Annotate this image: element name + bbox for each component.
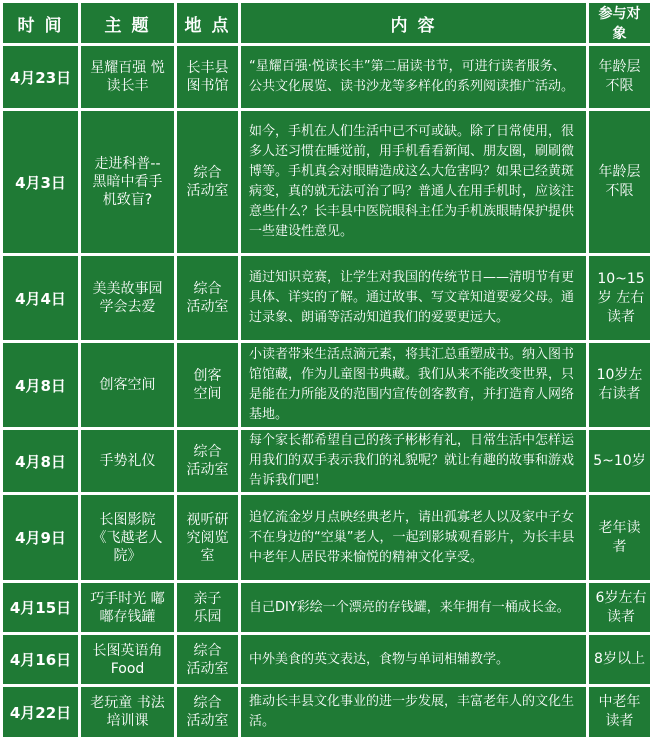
table-row — [2, 634, 650, 686]
audience-cell — [588, 342, 650, 429]
content-cell: 小读者带来生活点滴元素，将其汇总重塑成书。纳入图书馆馆藏，作为儿童图书典藏。我们从来不能改变世界，只是能在力所能及的范围内宣传创客教育，并打造育人网络基地。 — [240, 342, 588, 429]
place-text: 亲子 乐园 — [185, 590, 230, 626]
audience-text: 中老年 读者 — [597, 693, 642, 731]
content-cell: 推动长丰县文化事业的进一步发展，丰富老年人的文化生活。 — [240, 686, 588, 739]
table-row — [2, 582, 650, 634]
theme-cell — [80, 582, 176, 634]
place-cell — [176, 110, 240, 255]
audience-cell — [588, 255, 650, 342]
theme-cell — [80, 45, 176, 110]
theme-cell: 创客空间 — [80, 342, 176, 429]
content-cell: 每个家长都希望自己的孩子彬彬有礼，日常生活中怎样运用我们的双手表示我们的礼貌呢？就让有趣的故事和游戏告诉我们吧！ — [240, 429, 588, 494]
theme-text: 走进科普--黑暗中看手机致盲? — [88, 155, 168, 209]
place-text: 综合 活动室 — [185, 280, 230, 316]
theme-cell — [80, 634, 176, 686]
theme-text: 巧手时光 嘟嘟存钱罐 — [89, 590, 167, 626]
audience-cell — [588, 45, 650, 110]
audience-text: 年龄层 不限 — [597, 163, 642, 201]
table-row — [2, 255, 650, 342]
audience-cell: 老年读者 — [588, 494, 650, 582]
audience-text: 10岁左 右读者 — [594, 366, 646, 404]
table-row — [2, 429, 650, 494]
place-text: 综合 活动室 — [185, 443, 230, 479]
content-cell: 通过知识竞赛，让学生对我国的传统节日——清明节有更具体、详实的了解。通过故事、写文章知道要爱父母。通过录象、朗诵等活动知道我们的爱要更远大。 — [240, 255, 588, 342]
time-cell: 4月8日 — [2, 429, 80, 494]
header-content: 内 容 — [240, 2, 588, 45]
place-cell — [176, 582, 240, 634]
place-cell — [176, 494, 240, 582]
content-cell: 追忆流金岁月点映经典老片，请出孤寡老人以及家中子女不在身边的“空巢”老人，一起到影城观看影片，为长丰县中老年人居民带来愉悦的精神文化享受。 — [240, 494, 588, 582]
content-cell: 中外美食的英文表达，食物与单词相辅教学。 — [240, 634, 588, 686]
content-cell: “星耀百强·悦读长丰”第二届读书节，可进行读者服务、公共文化展览、读书沙龙等多样化的系列阅读推广活动。 — [240, 45, 588, 110]
theme-cell — [80, 110, 176, 255]
header-row — [2, 2, 650, 45]
header-place: 地 点 — [176, 2, 240, 45]
header-audience: 参与对象 — [588, 2, 650, 45]
time-cell: 4月23日 — [2, 45, 80, 110]
theme-text: 星耀百强 悦读长丰 — [89, 59, 167, 95]
place-text: 综合 活动室 — [185, 694, 230, 730]
place-text: 长丰县 图书馆 — [185, 59, 230, 95]
time-cell: 4月4日 — [2, 255, 80, 342]
content-cell: 自己DIY彩绘一个漂亮的存钱罐，来年拥有一桶成长金。 — [240, 582, 588, 634]
time-cell: 4月9日 — [2, 494, 80, 582]
time-cell: 4月16日 — [2, 634, 80, 686]
audience-cell — [588, 582, 650, 634]
header-time: 时 间 — [2, 2, 80, 45]
place-cell — [176, 634, 240, 686]
theme-text: 老玩童 书法培训课 — [90, 694, 165, 730]
theme-cell — [80, 255, 176, 342]
place-cell — [176, 45, 240, 110]
place-cell — [176, 255, 240, 342]
content-cell: 如今，手机在人们生活中已不可或缺。除了日常使用，很多人还习惯在睡觉前，用手机看看新闻、朋友圈，刷刷微博等。手机真会对眼睛造成这么大危害吗？如果已经黄斑病变，真的就无法可治了吗？普通人在用手机时，应该注意些什么？长丰县中医院眼科主任为手机族眼睛保护提供一些建设性意见。 — [240, 110, 588, 255]
time-cell: 4月3日 — [2, 110, 80, 255]
table-row — [2, 494, 650, 582]
place-text: 综合 活动室 — [185, 642, 230, 678]
theme-cell — [80, 494, 176, 582]
theme-cell: 手势礼仪 — [80, 429, 176, 494]
table-row — [2, 342, 650, 429]
audience-text: 年龄层 不限 — [597, 58, 642, 96]
table-row — [2, 110, 650, 255]
audience-cell — [588, 110, 650, 255]
theme-text: 长图影院 《飞越老人院》 — [88, 511, 168, 565]
place-cell — [176, 342, 240, 429]
place-text: 综合 活动室 — [185, 164, 230, 200]
place-text: 视听研 究阅览 室 — [185, 511, 230, 565]
theme-text: 长图英语角 Food — [85, 642, 170, 678]
audience-text: 6岁左右 读者 — [592, 589, 650, 627]
theme-text: 美美故事园 学会去爱 — [88, 280, 168, 316]
place-cell — [176, 429, 240, 494]
time-cell: 4月22日 — [2, 686, 80, 739]
audience-cell: 5~10岁 — [588, 429, 650, 494]
audience-cell: 8岁以上 — [588, 634, 650, 686]
time-cell: 4月15日 — [2, 582, 80, 634]
audience-text: 10~15岁 左右读者 — [592, 270, 650, 327]
table-row — [2, 45, 650, 110]
time-cell: 4月8日 — [2, 342, 80, 429]
place-text: 创客 空间 — [185, 367, 230, 403]
header-theme: 主 题 — [80, 2, 176, 45]
